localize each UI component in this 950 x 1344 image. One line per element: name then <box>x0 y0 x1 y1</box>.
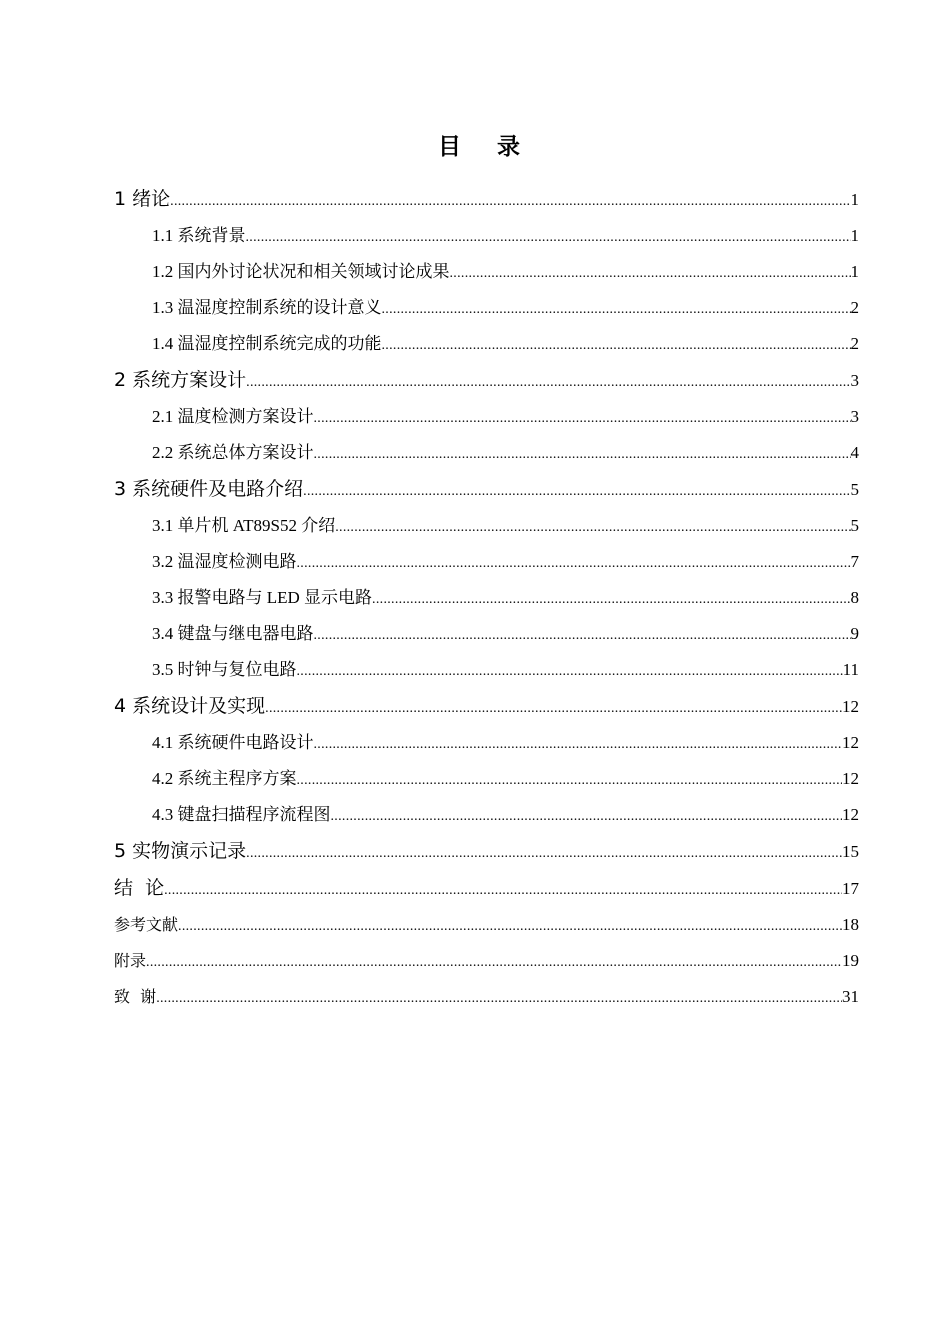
toc-entry-page: 4 <box>850 443 859 462</box>
toc-entry-label: 3.5 时钟与复位电路 <box>152 660 297 679</box>
toc-entry-page: 8 <box>850 588 859 607</box>
toc-entry-page: 11 <box>842 660 859 679</box>
toc-entry-page: 1 <box>850 190 859 209</box>
toc-entry[interactable] <box>114 254 859 290</box>
toc-entry-page: 17 <box>842 879 859 898</box>
dot-leader <box>170 183 850 220</box>
toc-entry-label: 3.3 报警电路与 LED 显示电路 <box>152 588 373 607</box>
toc-entry-page: 18 <box>842 915 859 934</box>
toc-entry-page: 12 <box>842 805 859 824</box>
toc-entry[interactable] <box>114 688 859 725</box>
toc-entry[interactable] <box>114 652 859 688</box>
toc-entry-label: 3 系统硬件及电路介绍 <box>114 478 304 500</box>
toc-entry-page: 31 <box>842 987 859 1006</box>
toc-entry-label: 3.2 温湿度检测电路 <box>152 552 297 571</box>
dot-leader <box>303 473 850 510</box>
toc-entry[interactable] <box>114 399 859 435</box>
toc-entry-label: 1.1 系统背景 <box>152 226 246 245</box>
toc-entry-label: 4.3 键盘扫描程序流程图 <box>152 805 331 824</box>
dot-leader <box>178 909 842 945</box>
dot-leader <box>314 618 851 654</box>
toc-entry-label: 参考文献 <box>114 915 179 934</box>
toc-entry-label: 4.2 系统主程序方案 <box>152 769 297 788</box>
toc-entry-label: 1.2 国内外讨论状况和相关领域讨论成果 <box>152 262 450 281</box>
dot-leader <box>450 256 851 292</box>
dot-leader <box>297 763 843 799</box>
dot-leader <box>382 292 851 328</box>
toc-entry-label: 致 谢 <box>114 987 157 1006</box>
page-title: 目 录 <box>437 134 534 160</box>
toc-entry[interactable] <box>114 616 859 652</box>
toc-entry[interactable] <box>114 761 859 797</box>
toc-entry-page: 5 <box>850 480 859 499</box>
toc-entry[interactable] <box>114 870 859 907</box>
toc-entry[interactable] <box>114 290 859 326</box>
toc-entry-page: 5 <box>850 516 859 535</box>
toc-entry-page: 3 <box>850 407 859 426</box>
dot-leader <box>314 437 851 473</box>
toc-entry-page: 15 <box>842 842 859 861</box>
toc-entry-page: 12 <box>842 769 859 788</box>
dot-leader <box>382 328 851 364</box>
dot-leader <box>372 582 850 618</box>
dot-leader <box>146 945 842 981</box>
toc-entry-page: 1 <box>850 262 859 281</box>
toc-entry-label: 5 实物演示记录 <box>114 840 247 862</box>
dot-leader <box>331 799 843 835</box>
toc-entry-page: 2 <box>850 298 859 317</box>
dot-leader <box>246 364 850 401</box>
toc-entry-page: 9 <box>850 624 859 643</box>
toc-entry-label: 1.4 温湿度控制系统完成的功能 <box>152 334 382 353</box>
dot-leader <box>156 981 842 1017</box>
toc-entry-label: 2.2 系统总体方案设计 <box>152 443 314 462</box>
toc-entry[interactable] <box>114 326 859 362</box>
toc-entry-label: 3.1 单片机 AT89S52 介绍 <box>152 516 336 535</box>
toc-entry[interactable] <box>114 979 859 1015</box>
toc-entry-page: 1 <box>850 226 859 245</box>
toc-entry[interactable] <box>114 362 859 399</box>
toc-entry-label: 结 论 <box>114 877 165 899</box>
toc-entry-label: 1.3 温湿度控制系统的设计意义 <box>152 298 382 317</box>
dot-leader <box>164 872 842 909</box>
dot-leader <box>246 220 851 256</box>
toc-entry[interactable] <box>114 181 859 218</box>
toc-entry-page: 12 <box>842 733 859 752</box>
toc-entry-page: 12 <box>842 697 859 716</box>
toc-entry-label: 3.4 键盘与继电器电路 <box>152 624 314 643</box>
table-of-contents <box>114 181 859 1015</box>
toc-entry[interactable] <box>114 218 859 254</box>
toc-entry-label: 附录 <box>114 951 147 970</box>
dot-leader <box>335 510 850 546</box>
toc-entry[interactable] <box>114 435 859 471</box>
toc-entry-page: 3 <box>850 371 859 390</box>
toc-entry[interactable] <box>114 508 859 544</box>
toc-entry[interactable] <box>114 943 859 979</box>
toc-entry-label: 4.1 系统硬件电路设计 <box>152 733 314 752</box>
dot-leader <box>246 835 842 872</box>
toc-entry-label: 4 系统设计及实现 <box>114 695 266 717</box>
toc-entry[interactable] <box>114 797 859 833</box>
dot-leader <box>297 546 851 582</box>
toc-entry[interactable] <box>114 471 859 508</box>
toc-entry-page: 7 <box>850 552 859 571</box>
dot-leader <box>265 690 842 727</box>
dot-leader <box>297 654 843 690</box>
toc-entry[interactable] <box>114 833 859 870</box>
dot-leader <box>314 401 851 437</box>
toc-entry-label: 2 系统方案设计 <box>114 369 247 391</box>
toc-entry-page: 2 <box>850 334 859 353</box>
dot-leader <box>314 727 843 763</box>
toc-entry-page: 19 <box>842 951 859 970</box>
toc-entry[interactable] <box>114 907 859 943</box>
toc-entry[interactable] <box>114 544 859 580</box>
toc-entry-label: 2.1 温度检测方案设计 <box>152 407 314 426</box>
toc-entry-label: 1 绪论 <box>114 188 171 210</box>
toc-entry[interactable] <box>114 725 859 761</box>
toc-entry[interactable] <box>114 580 859 616</box>
